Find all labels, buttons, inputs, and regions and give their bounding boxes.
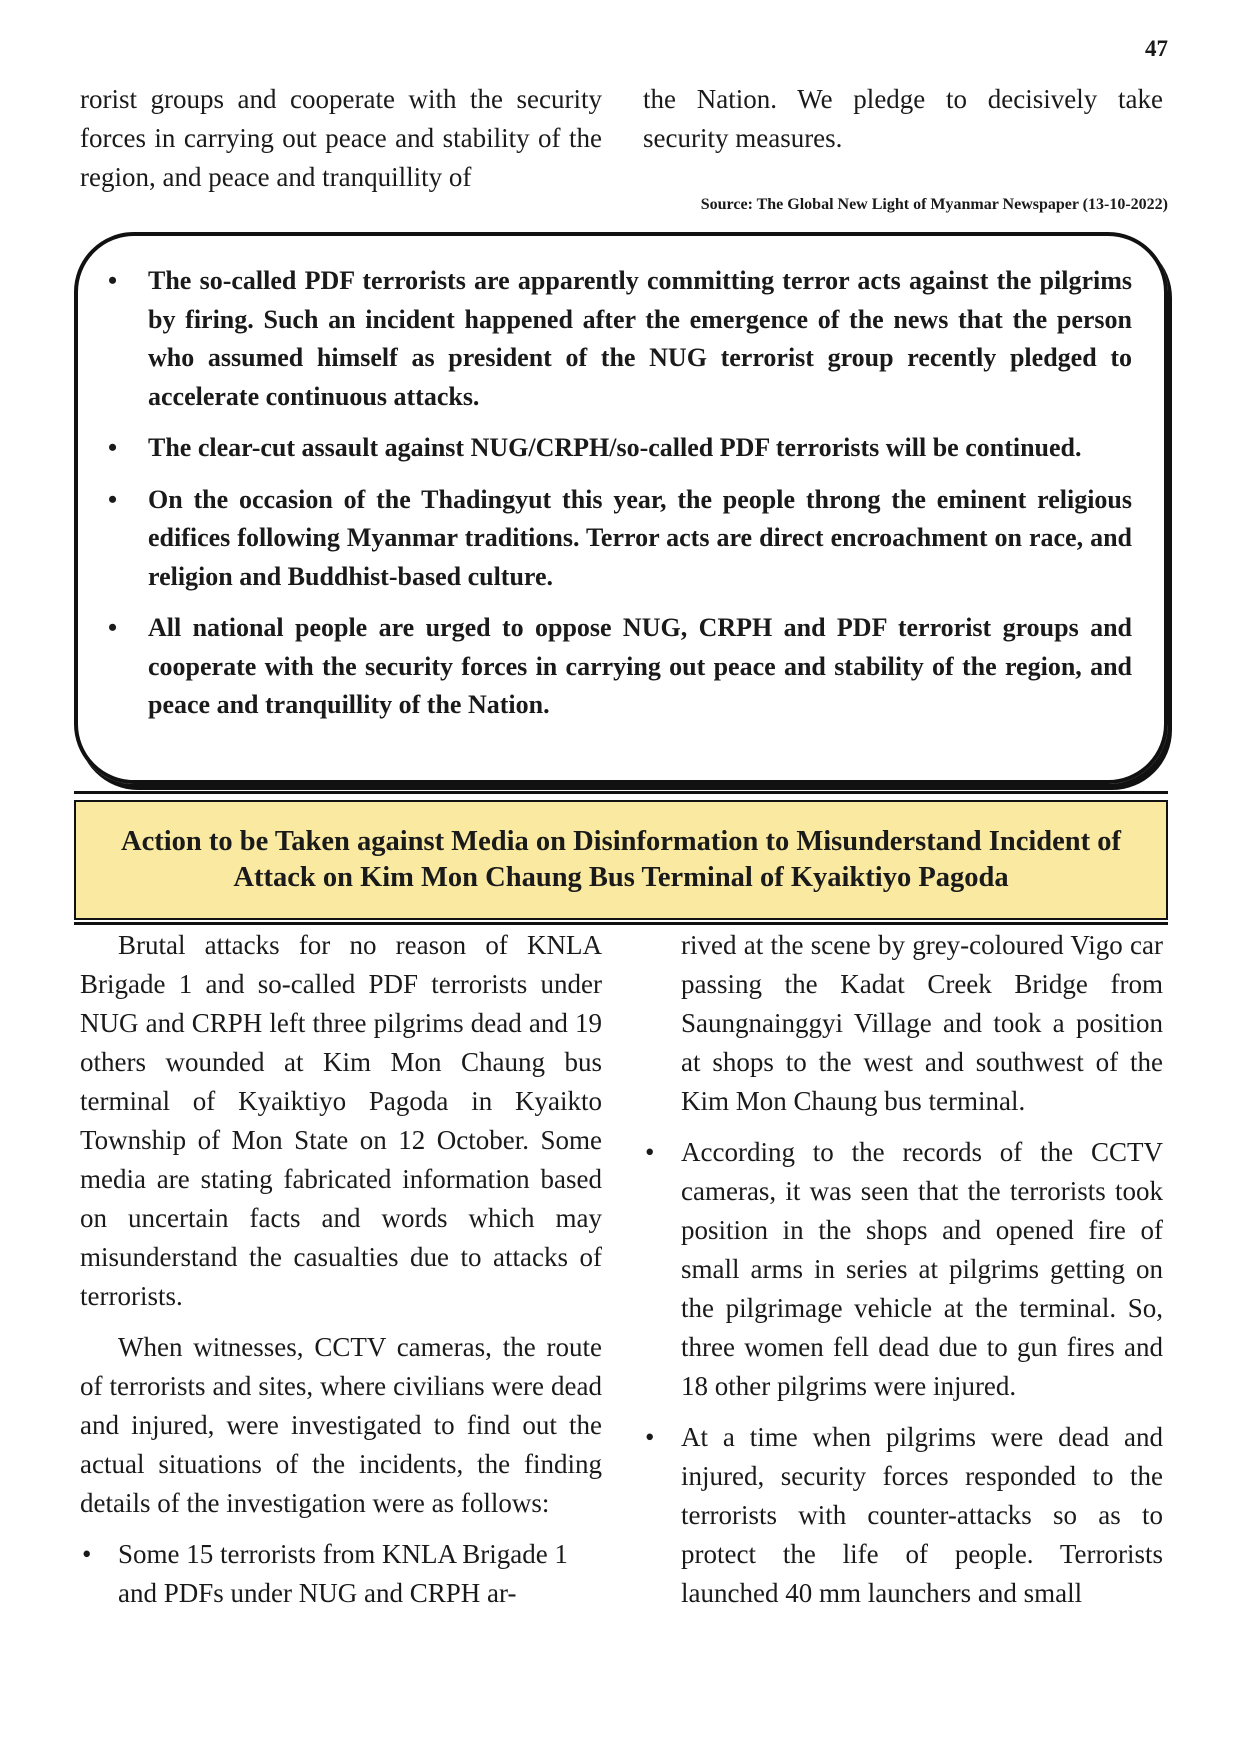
top-left-column: [80, 80, 602, 197]
divider-top: [74, 791, 1168, 794]
summary-list: [78, 262, 1164, 725]
article-left-column: [80, 926, 602, 1613]
article-headline: Action to be Taken against Media on Disinformation to Misunderstand Incident of Attack on Kim Mon Chaung Bus Terminal of Kyaiktiyo Pagoda: [121, 826, 1121, 893]
article-paragraph: When witnesses, CCTV cameras, the route of terrorists and sites, where civilians were dead and injured, were investigated to find out the actual situations of the incidents, the finding details of the investigation were as follows:: [80, 1332, 602, 1518]
top-right-column: [643, 80, 1163, 158]
divider-bottom: [74, 922, 1168, 925]
summary-point: • On the occasion of the Thadingyut this year, the people throng the eminent religious edifices following Myanmar traditions. Terror acts are direct encroachment on race, and religion and Buddhist-based culture.: [148, 481, 1132, 597]
article-right-column: [643, 926, 1163, 1613]
article-paragraph: Brutal attacks for no reason of KNLA Brigade 1 and so-called PDF terrorists under NUG and CRPH left three pilgrims dead and 19 others wounded at Kim Mon Chaung bus terminal of Kyaiktiyo Pagoda in Kyaikto Township of Mon State on 12 October. Some media are stating fabricated information based on uncertain facts and words which may misunderstand the casualties due to attacks of terrorists.: [80, 930, 602, 1311]
top-right-text: the Nation. We pledge to decisively take security measures.: [643, 84, 1163, 153]
article-bullet-continued: rived at the scene by grey-coloured Vigo car passing the Kadat Creek Bridge from Saungnainggyi Village and took a position at shops to the west and southwest of the Kim Mon Chaung bus terminal.: [681, 930, 1163, 1116]
article-bullet: • Some 15 terrorists from KNLA Brigade 1 and PDFs under NUG and CRPH ar-: [80, 1535, 602, 1613]
summary-point: • All national people are urged to oppose NUG, CRPH and PDF terrorist groups and cooperate with the security forces in carrying out peace and stability of the region, and peace and tranquillity of the Nation.: [148, 609, 1132, 725]
top-left-text: rorist groups and cooperate with the security forces in carrying out peace and stability of the region, and peace and tranquillity of: [80, 84, 602, 192]
summary-point: • The clear-cut assault against NUG/CRPH/so-called PDF terrorists will be continued.: [148, 429, 1132, 468]
page-number: 47: [1145, 36, 1168, 61]
summary-box: [74, 232, 1168, 784]
summary-point: • The so-called PDF terrorists are apparently committing terror acts against the pilgrims by firing. Such an incident happened after the emergence of the news that the person who assumed himself as president of the NUG terrorist group recently pledged to accelerate continuous attacks.: [148, 262, 1132, 416]
article-bullet: • At a time when pilgrims were dead and injured, security forces responded to the terrorists with counter-attacks so as to protect the life of people. Terrorists launched 40 mm launchers and small: [643, 1418, 1163, 1613]
headline-box: [74, 800, 1168, 920]
source-citation: Source: The Global New Light of Myanmar Newspaper (13-10-2022): [700, 196, 1168, 213]
article-bullet: • According to the records of the CCTV cameras, it was seen that the terrorists took position in the shops and opened fire of small arms in series at pilgrims getting on the pilgrimage vehicle at the terminal. So, three women fell dead due to gun fires and 18 other pilgrims were injured.: [643, 1133, 1163, 1406]
